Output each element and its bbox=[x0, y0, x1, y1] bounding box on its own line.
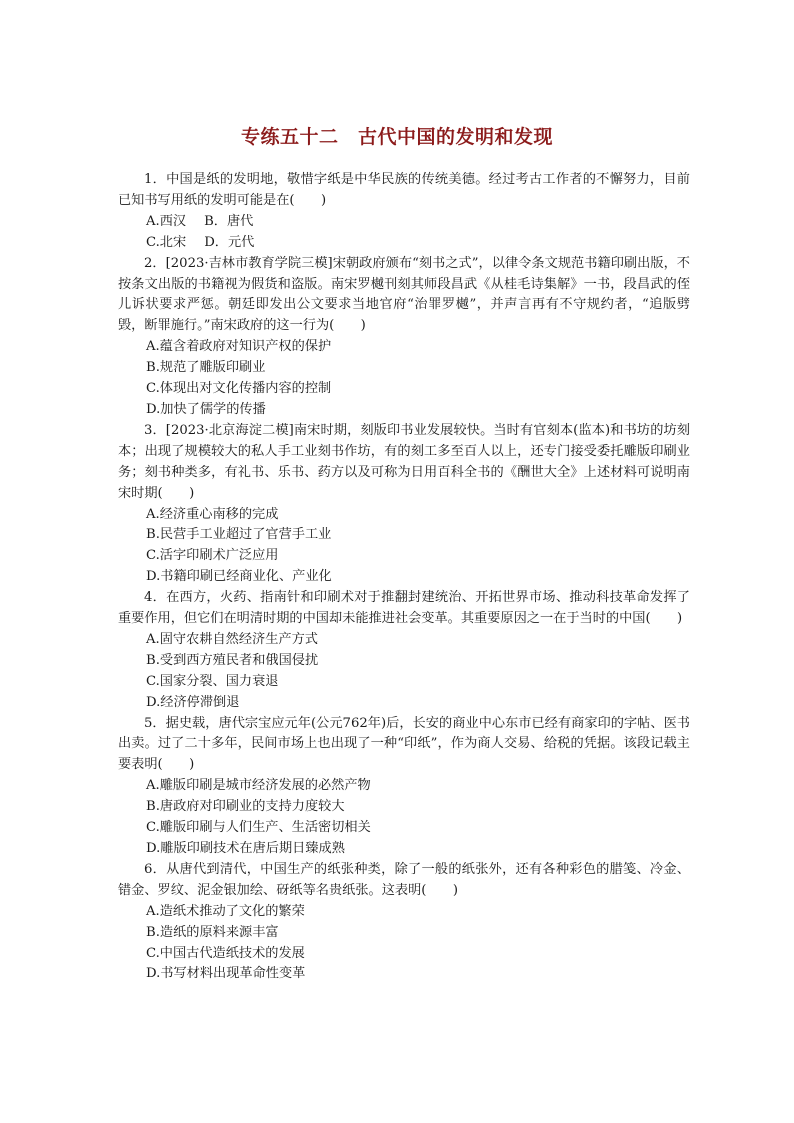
question-1-options bbox=[118, 212, 690, 254]
question-4 bbox=[118, 588, 690, 713]
question-4-option-d: D.经济停滞倒退 bbox=[146, 694, 240, 710]
question-1-option-d: D．元代 bbox=[204, 234, 255, 250]
question-6 bbox=[118, 860, 690, 985]
question-5-option-d: D.雕版印刷技术在唐后期日臻成熟 bbox=[146, 841, 345, 856]
question-6-option-a: A.造纸术推动了文化的繁荣 bbox=[146, 903, 305, 919]
question-3-option-d: D.书籍印刷已经商业化、产业化 bbox=[146, 569, 332, 585]
question-list bbox=[118, 170, 690, 985]
question-5-stem: 5．据史载，唐代宗宝应元年(公元762年)后，长安的商业中心东市已经有商家印的字帖、医书出卖。过了二十多年，民间市场上也出现了一种“印纸”，作为商人交易、给税的凭据。该段记载主要表明( ) bbox=[118, 715, 690, 773]
question-1-option-c: C.北宋 bbox=[146, 234, 187, 250]
question-4-options bbox=[118, 630, 690, 714]
question-1-option-b: B．唐代 bbox=[204, 213, 254, 229]
question-3-option-c: C.活字印刷术广泛应用 bbox=[146, 548, 279, 564]
question-3 bbox=[118, 421, 690, 588]
question-1-options-row-2 bbox=[146, 233, 690, 254]
question-3-stem: 3．[2023·北京海淀二模]南宋时期，刻版印书业发展较快。当时有官刻本(监本)和书坊的坊刻本；出现了规模较大的私人手工业刻书作坊，有的刻工多至百人以上，还专门接受委托雕版印刷业务；刻书种类多，有礼书、乐书、药方以及可称为日用百科全书的《酬世大全》上述材料可说明南宋时期( ) bbox=[118, 422, 690, 501]
question-5 bbox=[118, 714, 690, 860]
question-6-options bbox=[118, 902, 690, 986]
question-4-option-c: C.国家分裂、国力衰退 bbox=[146, 673, 279, 689]
question-4-option-a: A.固守农耕自然经济生产方式 bbox=[146, 631, 318, 647]
question-2-stem: 2．[2023·吉林市教育学院三模]宋朝政府颁布“刻书之式”，以律令条文规范书籍印刷出版，不按条文出版的书籍视为假货和盗版。南宋罗樾刊刻其师段昌武《从桂毛诗集解》一书，段昌武的侄儿诉状要求严惩。朝廷即发出公文要求当地官府“治罪罗樾”，并声言再有不守规约者，“追版劈毁，断罪施行。”南宋政府的这一行为( ) bbox=[118, 255, 690, 334]
question-6-option-d: D.书写材料出现革命性变革 bbox=[146, 966, 306, 982]
question-5-option-c: C.雕版印刷与人们生产、生活密切相关 bbox=[146, 820, 371, 836]
question-4-option-b: B.受到西方殖民者和俄国侵扰 bbox=[146, 652, 319, 668]
question-1-options-row-1 bbox=[146, 212, 690, 233]
question-5-option-b: B.唐政府对印刷业的支持力度较大 bbox=[146, 799, 345, 815]
question-2-option-a: A.蕴含着政府对知识产权的保护 bbox=[146, 339, 332, 355]
question-1-stem: 1．中国是纸的发明地，敬惜字纸是中华民族的传统美德。经过考古工作者的不懈努力，目前已知书写用纸的发明可能是在( ) bbox=[118, 172, 690, 208]
question-3-options bbox=[118, 505, 690, 589]
question-5-option-a: A.雕版印刷是城市经济发展的必然产物 bbox=[146, 778, 371, 794]
question-6-stem: 6．从唐代到清代，中国生产的纸张种类，除了一般的纸张外，还有各种彩色的腊笺、冷金、错金、罗纹、泥金银加绘、砑纸等名贵纸张。这表明( ) bbox=[118, 861, 690, 898]
question-3-option-b: B.民营手工业超过了官营手工业 bbox=[146, 527, 332, 543]
question-6-option-b: B.造纸的原料来源丰富 bbox=[146, 924, 279, 940]
question-2-option-d: D.加快了儒学的传播 bbox=[146, 401, 266, 417]
question-2-option-b: B.规范了雕版印刷业 bbox=[146, 360, 266, 376]
question-2-options bbox=[118, 337, 690, 421]
question-2 bbox=[118, 254, 690, 421]
question-5-options bbox=[118, 776, 690, 860]
question-1-option-a: A.西汉 bbox=[146, 213, 187, 229]
question-2-option-c: C.体现出对文化传播内容的控制 bbox=[146, 381, 332, 397]
question-3-option-a: A.经济重心南移的完成 bbox=[146, 506, 279, 522]
question-4-stem: 4．在西方，火药、指南针和印刷术对于推翻封建统治、开拓世界市场、推动科技革命发挥了重要作用，但它们在明清时期的中国却未能推进社会变革。其重要原因之一在于当时的中国( ) bbox=[118, 590, 690, 627]
question-6-option-c: C.中国古代造纸技术的发展 bbox=[146, 945, 305, 961]
page-title: 专练五十二 古代中国的发明和发现 bbox=[240, 126, 553, 148]
question-1 bbox=[118, 170, 690, 254]
